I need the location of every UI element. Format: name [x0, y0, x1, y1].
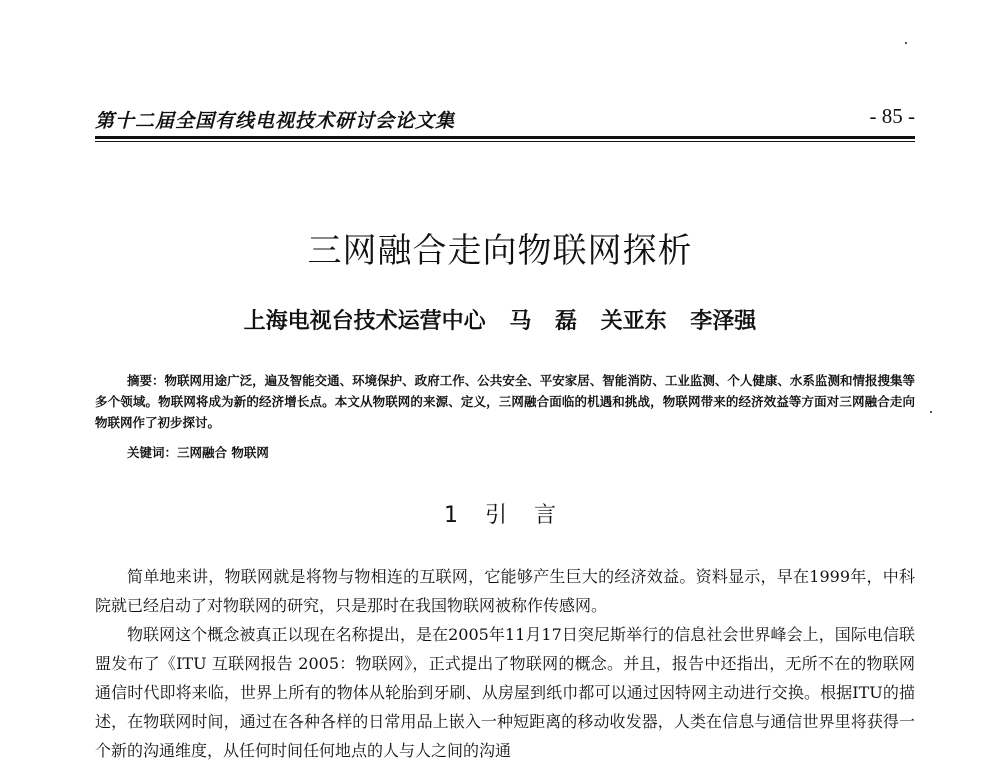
- paper-title: 三网融合走向物联网探析: [307, 231, 693, 271]
- running-header: [95, 106, 915, 134]
- paragraph: 简单地来讲，物联网就是将物与物相连的互联网，它能够产生巨大的经济效益。资料显示，早在1999年，中科院就已经启动了对物联网的研究，只是那时在我国物联网被称作传感网。: [95, 567, 915, 615]
- journal-title: 第十二届全国有线电视技术研讨会论文集: [95, 110, 456, 132]
- paragraph: 物联网这个概念被真正以现在名称提出，是在2005年11月17日突尼斯举行的信息社会世界峰会上，国际电信联盟发布了《ITU 互联网报告 2005：物联网》，正式提出了物联网的概念。并且，报告中还指出，无所不在的物联网通信时代即将来临，世界上所有的物体从轮胎到牙刷、从房屋到纸巾都可以通过因特网主动进行交换。根据ITU的描述，在物联网时间，通过在各种各样的日常用品上嵌入一种短距离的移动收发器，人类在信息与通信世界里将获得一个新的沟通维度，从任何时间任何地点的人与人之间的沟通: [95, 625, 915, 760]
- scan-speck: [905, 42, 907, 44]
- page-number: - 85 -: [869, 104, 915, 128]
- abstract: 摘要：物联网用途广泛，遍及智能交通、环境保护、政府工作、公共安全、平安家居、智能消防、工业监测、个人健康、水系监测和情报搜集等多个领域。物联网将成为新的经济增长点。本文从物联网的来源、定义，三网融合面临的机遇和挑战，物联网带来的经济效益等方面对三网融合走向物联网作了初步探讨。: [95, 373, 915, 430]
- author-line: 上海电视台技术运营中心 马 磊 关亚东 李泽强: [243, 309, 757, 334]
- header-rule-thin: [95, 141, 915, 142]
- body-text: [95, 562, 915, 765]
- section-heading: 1 引 言: [444, 503, 556, 528]
- scan-speck: [930, 411, 932, 413]
- header-rule: [95, 136, 915, 139]
- keywords: 关键词：三网融合 物联网: [127, 445, 269, 460]
